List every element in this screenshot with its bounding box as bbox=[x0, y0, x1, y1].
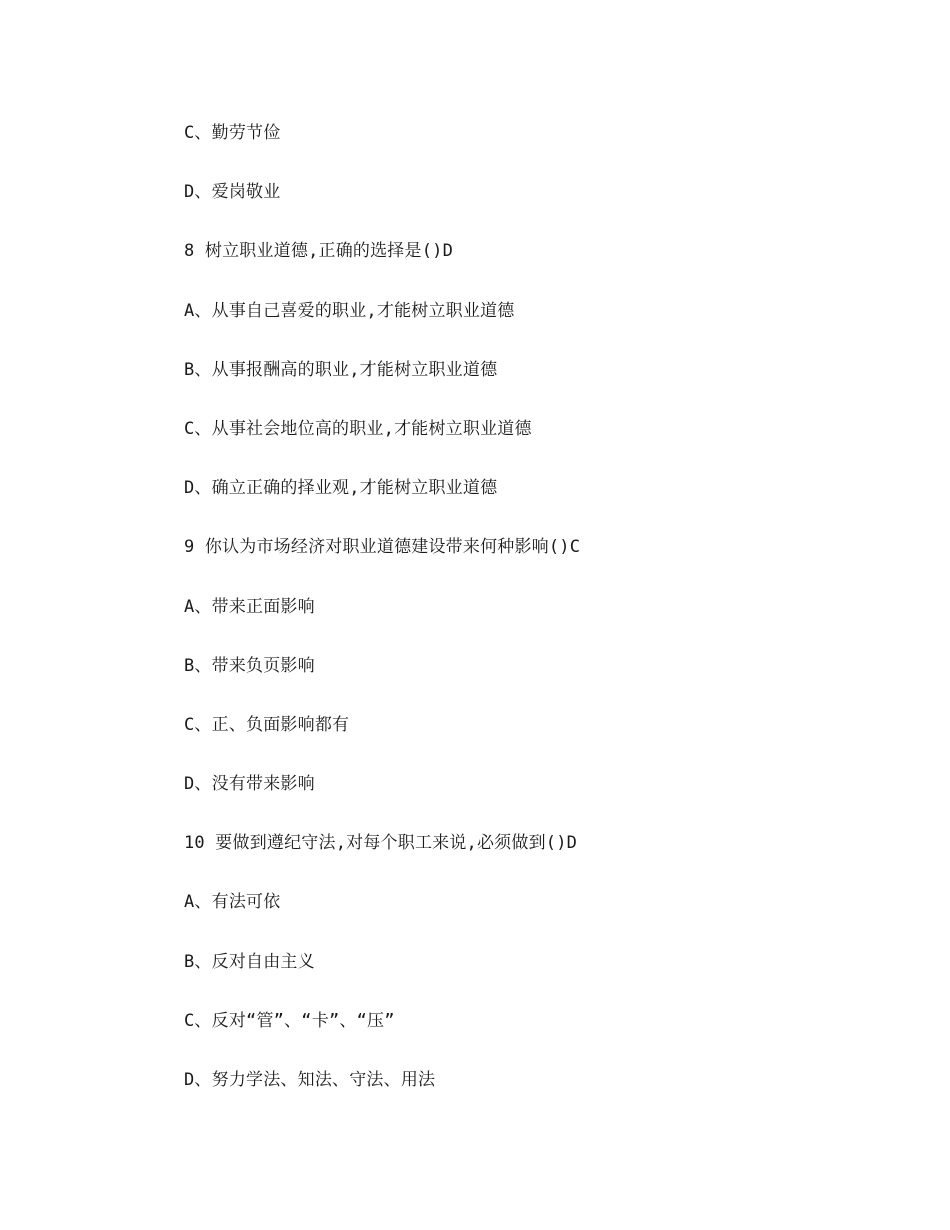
option-10c: C、反对“管”、“卡”、“压” bbox=[184, 1010, 395, 1031]
question-8: 8 树立职业道德,正确的选择是()D bbox=[184, 241, 454, 262]
option-10d: D、努力学法、知法、守法、用法 bbox=[184, 1070, 436, 1090]
question-text-block bbox=[184, 118, 884, 1124]
question-9: 9 你认为市场经济对职业道德建设带来何种影响()C bbox=[184, 537, 581, 558]
option-7c: C、勤劳节俭 bbox=[184, 123, 281, 143]
option-8a: A、从事自己喜爱的职业,才能树立职业道德 bbox=[184, 300, 515, 321]
option-9a: A、带来正面影响 bbox=[184, 596, 315, 617]
option-8d: D、确立正确的择业观,才能树立职业道德 bbox=[184, 478, 498, 499]
option-8c: C、从事社会地位高的职业,才能树立职业道德 bbox=[184, 418, 532, 439]
option-7d: D、爱岗敬业 bbox=[184, 182, 281, 203]
option-9d: D、没有带来影响 bbox=[184, 774, 315, 795]
option-8b: B、从事报酬高的职业,才能树立职业道德 bbox=[184, 359, 498, 380]
option-10b: B、反对自由主义 bbox=[184, 951, 315, 972]
question-10: 10 要做到遵纪守法,对每个职工来说,必须做到()D bbox=[184, 833, 578, 854]
option-9c: C、正、负面影响都有 bbox=[184, 714, 350, 735]
option-10a: A、有法可依 bbox=[184, 892, 281, 913]
option-9b: B、带来负页影响 bbox=[184, 655, 315, 676]
